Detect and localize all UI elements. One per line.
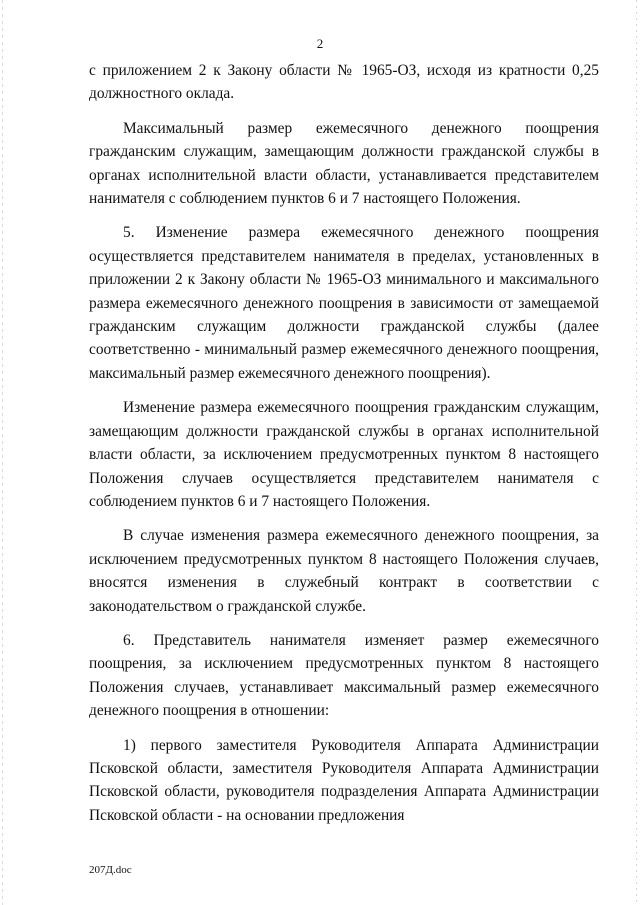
paragraph-item-5: 5. Изменение размера ежемесячного денежного поощрения осуществляется представителем нанимателя в пределах, установленных в приложении 2 к Закону области № 1965-ОЗ минимального и максимального размера ежемесячного денежного поощрения в зависимости от замещаемой гражданским служащим должности гражданской службы (далее соответственно - минимальный размер ежемесячного денежного поощрения, максимальный размер ежемесячного денежного поощрения). (89, 224, 599, 382)
paragraph-item-6: 6. Представитель нанимателя изменяет размер ежемесячного поощрения, за исключением предусмотренных пунктом 8 настоящего Положения случаев, устанавливает максимальный размер ежемесячного денежного поощрения в отношении: (89, 631, 599, 720)
page-number: 2 (316, 36, 324, 51)
paragraph-size-change: Изменение размера ежемесячного поощрения гражданским служащим, замещающим должности гражданской службы в органах исполнительной власти области, за исключением предусмотренных пунктом 8 настоящего Положения случаев осуществляется представителем нанимателя с соблюдением пунктов 6 и 7 настоящего Положения. (89, 399, 599, 510)
paragraph-subitem-1: 1) первого заместителя Руководителя Аппарата Администрации Псковской области, заместителя Руководителя Аппарата Администрации Псковской области, руководителя подразделения Аппарата Администрации Псковской области - на основании предложения (89, 736, 599, 824)
paragraph-max-size: Максимальный размер ежемесячного денежного поощрения гражданским служащим, замещающим должности гражданской службы в органах исполнительной власти области, устанавливается представителем нанимателя с соблюдением пунктов 6 и 7 настоящего Положения. (89, 119, 599, 208)
document-body (89, 59, 599, 827)
footer-filename: 207Д.doc (89, 864, 132, 876)
scan-edge-right (636, 0, 637, 905)
paragraph-contract-change: В случае изменения размера ежемесячного денежного поощрения, за исключением предусмотренных пунктом 8 настоящего Положения случаев, вносятся изменения в служебный контракт в соответствии с законодательством о гражданской службе. (89, 527, 599, 615)
paragraph-continuation: с приложением 2 к Закону области № 1965-ОЗ, исходя из кратности 0,25 должностного оклада. (89, 62, 599, 103)
scan-edge-left (2, 0, 3, 905)
